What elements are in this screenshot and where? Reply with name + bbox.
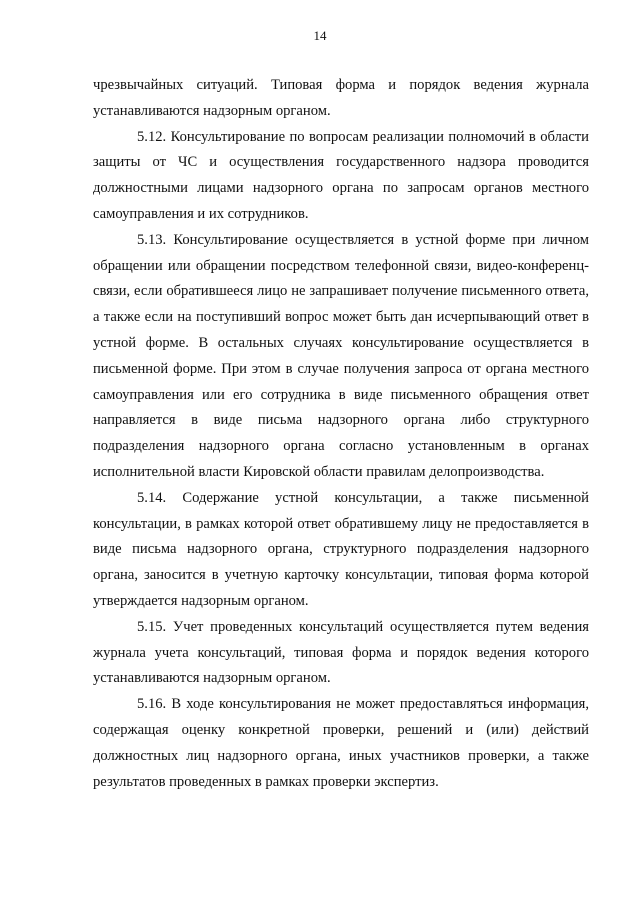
paragraph-5-16: 5.16. В ходе консультирования не может предоставляться информация, содержащая оценку конкретной проверки, решений и (или) действий должностных лиц надзорного органа, иных участников проверки, а также результатов проведенных в рамках проверки экспертиз. (93, 696, 589, 790)
paragraph-5-15: 5.15. Учет проведенных консультаций осуществляется путем ведения журнала учета консультаций, типовая форма и порядок ведения которого устанавливаются надзорным органом. (93, 618, 589, 687)
paragraph-5-12: 5.12. Консультирование по вопросам реализации полномочий в области защиты от ЧС и осуществления государственного надзора проводится должностными лицами надзорного органа по запросам органов местного самоуправления и их сотрудников. (93, 128, 589, 222)
paragraph-5-13: 5.13. Консультирование осуществляется в устной форме при личном обращении или обращении посредством телефонной связи, видео-конференц-связи, если обратившееся лицо не запрашивает получение письменного ответа, а также если на поступивший вопрос может быть дан исчерпывающий ответ в устной форме. В остальных случаях консультирование осуществляется в письменной форме. При этом в случае получения запроса от органа местного самоуправления или его сотрудника в виде письменного обращения ответ направляется в виде письма надзорного органа либо структурного подразделения надзорного органа согласно установленным в органах исполнительной власти Кировской области правилам делопроизводства. (93, 231, 589, 480)
paragraph-5-14: 5.14. Содержание устной консультации, а также письменной консультации, в рамках которой ответ обратившему лицу не предоставляется в виде письма надзорного органа, структурного подразделения надзорного органа, заносится в учетную карточку консультации, типовая форма которой утверждается надзорным органом. (93, 489, 589, 609)
paragraph-continuation: чрезвычайных ситуаций. Типовая форма и порядок ведения журнала устанавливаются надзорным органом. (93, 77, 589, 119)
document-body (93, 73, 589, 795)
page-number: 14 (313, 28, 327, 43)
